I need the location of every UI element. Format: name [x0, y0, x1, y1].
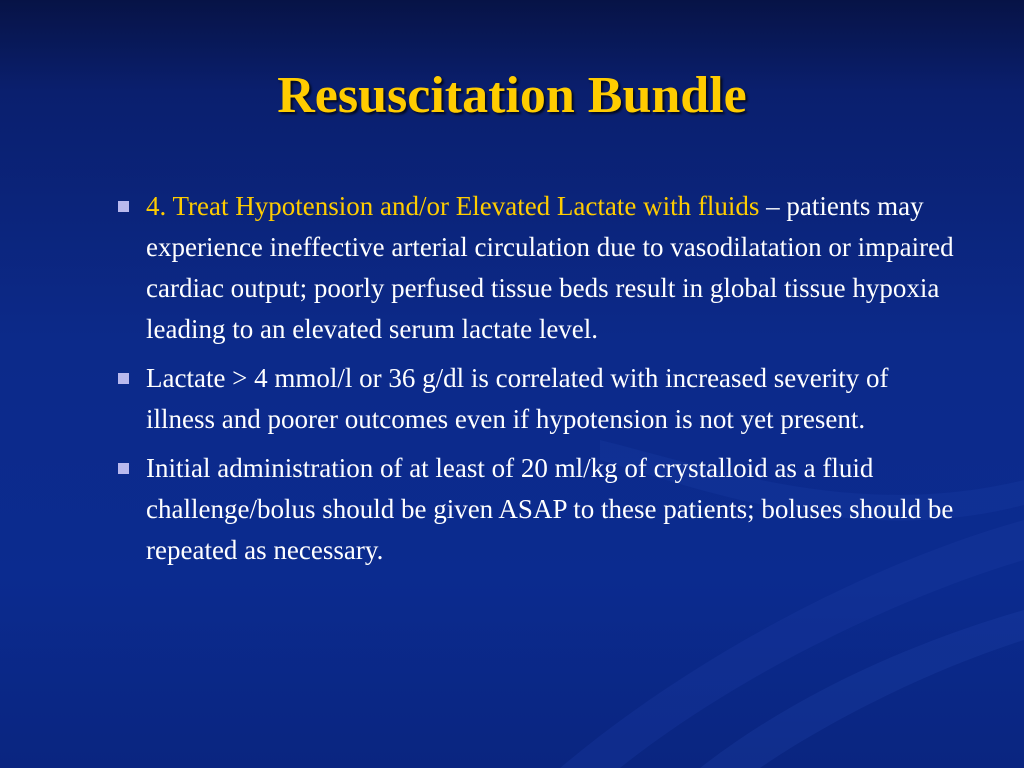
bullet-list [112, 186, 962, 579]
bullet-item [112, 448, 962, 571]
bullet-square-icon [118, 201, 129, 212]
bullet-text: Initial administration of at least of 20 ml/kg of crystalloid as a fluid challenge/bolus should be given ASAP to these patients; boluses should be repeated as necessary. [146, 453, 954, 565]
bullet-text: – patients may experience ineffective arterial circulation due to vasodilatation or impaired cardiac output; poorly perfused tissue beds result in global tissue hypoxia leading to an elevated serum lactate level. [146, 191, 954, 344]
bullet-item [112, 358, 962, 440]
bullet-item [112, 186, 962, 350]
bullet-square-icon [118, 373, 129, 384]
swoosh-band-2 [700, 610, 1024, 768]
bullet-text: Lactate > 4 mmol/l or 36 g/dl is correlated with increased severity of illness and poorer outcomes even if hypotension is not yet present. [146, 363, 889, 434]
bullet-square-icon [118, 463, 129, 474]
bullet-highlight: 4. Treat Hypotension and/or Elevated Lactate with fluids [146, 191, 760, 221]
slide-title: Resuscitation Bundle [277, 67, 747, 124]
